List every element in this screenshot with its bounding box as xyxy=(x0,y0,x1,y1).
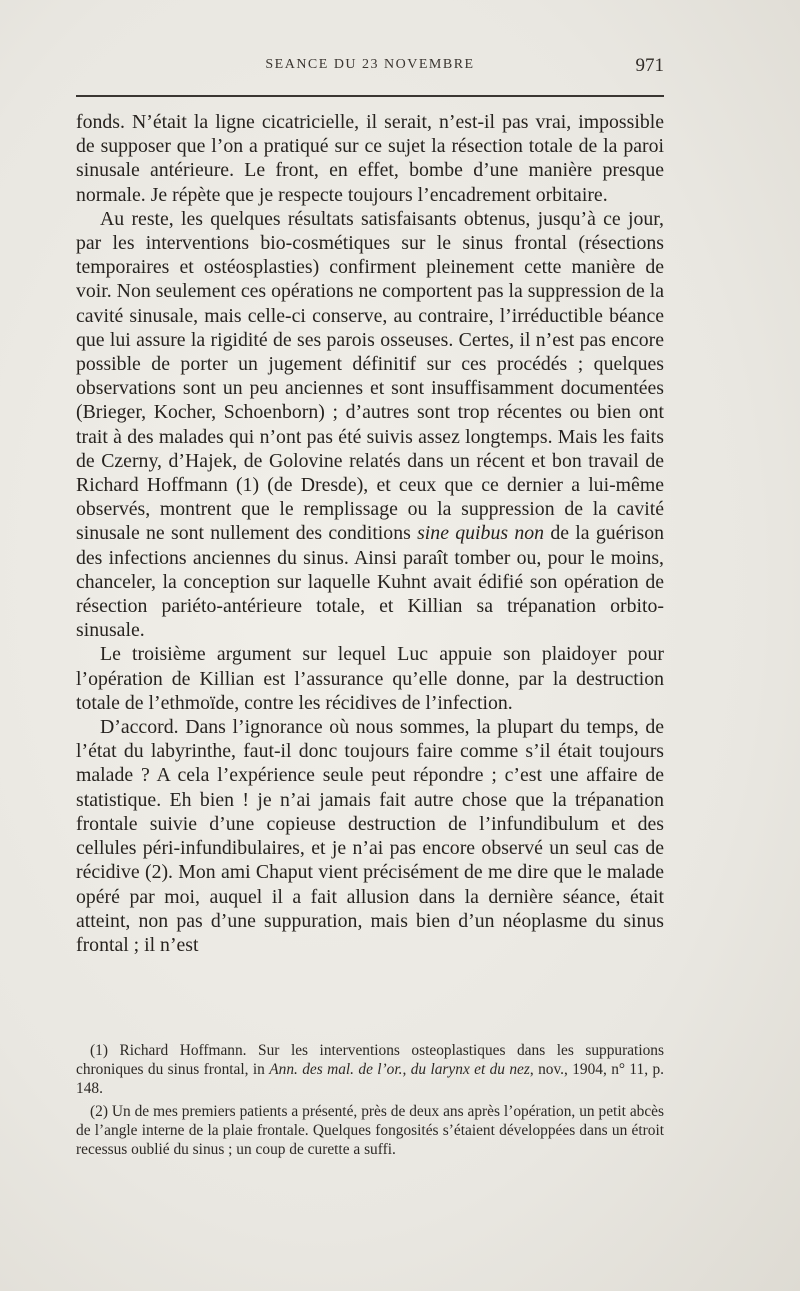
footnote-1 xyxy=(76,1041,664,1099)
footnote-2: (2) Un de mes premiers patients a présenté, près de deux ans après l’opération, un petit abcès de l’angle interne de la plaie frontale. Quelques fongosités s’étaient développées dans un étroit recessus oublié du sinus ; un coup de curette a suffi. xyxy=(76,1102,664,1159)
paragraph-4: D’accord. Dans l’ignorance où nous sommes, la plupart du temps, de l’état du labyrinthe, faut-il donc toujours faire comme s’il était toujours malade ? A cela l’expérience seule peut répondre ; c’est une affaire de statistique. Eh bien ! je n’ai jamais fait autre chose que la trépanation frontale suivie d’une copieuse destruction de l’infundibulum et des cellules péri-infundibulaires, et je n’ai pas encore observé un seul cas de récidive (2). Mon ami Chaput vient précisément de me dire que le malade opéré par moi, auquel il a fait allusion dans la dernière séance, était atteint, non pas d’une suppuration, mais bien d’un néoplasme du sinus frontal ; il n’est xyxy=(76,716,664,956)
paragraph-2 xyxy=(76,207,664,643)
footnote-1-text: (1) Richard Hoffmann. Sur les interventions osteoplastiques dans les suppurations chroniques du sinus frontal, in xyxy=(76,1042,664,1079)
main-text xyxy=(76,110,664,957)
paragraph-2-part-b: de la guérison des infections anciennes du sinus. Ainsi paraît tomber ou, pour le moins, chanceler, la conception sur laquelle Kuhnt avait édifié son opération de résection pariéto-antérieure totale, et Killian sa trépanation orbito-sinusale. xyxy=(76,522,665,642)
latin-phrase: sine quibus non xyxy=(417,522,545,545)
header-rule xyxy=(76,95,664,97)
paragraph-3: Le troisième argument sur lequel Luc appuie son plaidoyer pour l’opération de Killian est l’assurance qu’elle donne, par la destruction totale de l’ethmoïde, contre les récidives de l’infection. xyxy=(76,643,664,714)
page-header xyxy=(76,57,664,81)
running-head: SEANCE DU 23 NOVEMBRE xyxy=(265,57,475,72)
footnotes xyxy=(76,1041,664,1159)
paragraph-2-part-a: Au reste, les quelques résultats satisfaisants obtenus, jusqu’à ce jour, par les interventions bio-cosmétiques sur le sinus frontal (résections temporaires et ostéosplasties) confirment pleinement cette manière de voir. Non seulement ces opérations ne comportent pas la suppression de la cavité sinusale, mais celle-ci conserve, au contraire, l’irréductible béance que lui assure la rigidité de ses parois osseuses. Certes, il n’est pas encore possible de porter un jugement définitif sur ces procédés ; quelques observations sont un peu anciennes et sont insuffisamment documentées (Brieger, Kocher, Schoenborn) ; d’autres sont trop récentes ou bien ont trait à des malades qui n’ont pas été suivis assez longtemps. Mais les faits de Czerny, d’Hajek, de Golovine relatés dans un récent et bon travail de Richard Hoffmann (1) (de Dresde), et ceux que ce dernier a lui-même observés, montrent que le remplissage ou la suppression de la cavité sinusale ne sont nullement des conditions xyxy=(76,207,664,545)
page-number: 971 xyxy=(635,55,664,76)
paragraph-1: fonds. N’était la ligne cicatricielle, il serait, n’est-il pas vrai, impossible de supposer que l’on a pratiqué sur ce sujet la résection totale de la paroi sinusale antérieure. Le front, en effet, bombe d’une manière presque normale. Je répète que je respecte toujours l’encadrement orbitaire. xyxy=(76,111,664,206)
footnote-1-journal: Ann. des mal. de l’or., du larynx et du nez xyxy=(269,1061,530,1079)
footnote-1-citation: , nov., 1904, n° 11, p. 148. xyxy=(76,1061,664,1098)
